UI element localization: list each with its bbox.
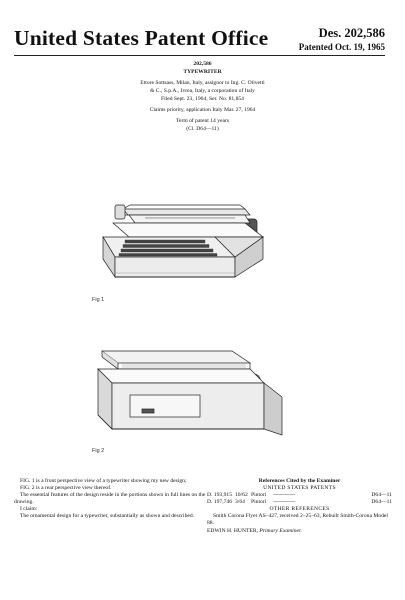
figure-2-drawing xyxy=(82,335,292,445)
examiner-line xyxy=(207,528,392,535)
reference-name: Pintori xyxy=(251,499,267,505)
references-column xyxy=(207,478,392,535)
reference-row xyxy=(207,492,392,499)
claim-text: The ornamental design for a typewriter, substantially as shown and described. xyxy=(20,513,195,519)
other-references-text: Smith Corona Flyer AS–427, received 2–25–63, Rebuilt Smith-Corona Model 88. xyxy=(207,513,388,526)
bibliographic-block xyxy=(40,60,365,133)
description-fig1: FIG. 1 is a front perspective view of a typewriter showing my new design; xyxy=(20,478,187,484)
description-features: The essential features of the design reside in the portions shown in full lines on the drawing. xyxy=(14,492,206,505)
inventor-line-2: & C., S.p.A., Ivrea, Italy, a corporation of Italy xyxy=(150,88,255,94)
description-fig2: FIG. 2 is a rear perspective view thereof. xyxy=(20,485,112,491)
reference-class: D64—11 xyxy=(371,492,392,498)
figure-1-label: Fig 1 xyxy=(92,297,105,303)
reference-name: Pintori xyxy=(251,492,267,498)
term-line: Term of patent 14 years xyxy=(175,118,230,124)
reference-class: D64—11 xyxy=(371,499,392,505)
figure-1-drawing xyxy=(85,185,285,295)
reference-date: 10/62 xyxy=(235,492,248,498)
other-references-heading: OTHER REFERENCES xyxy=(269,506,330,512)
reference-number: D. 193,915 xyxy=(207,492,233,498)
reference-row xyxy=(207,499,392,506)
patent-office-title: United States Patent Office xyxy=(14,26,269,50)
reference-date: 3/64 xyxy=(235,499,245,505)
description-column xyxy=(14,478,209,520)
reference-number: D. 197,746 xyxy=(207,499,233,505)
classification-line: (Cl. D64—11) xyxy=(186,126,219,132)
priority-line: Claims priority, application Italy Mar. 27, 1964 xyxy=(149,107,256,113)
references-heading: References Cited by the Examiner xyxy=(258,478,341,484)
claim-label: I claim: xyxy=(20,506,38,512)
patented-date: Patented Oct. 19, 1965 xyxy=(298,42,385,52)
figure-2-label: Fig 2 xyxy=(92,448,105,454)
reference-leader: ---------------- xyxy=(273,499,295,505)
examiner-name: EDWIN H. HUNTER, xyxy=(207,528,258,534)
design-number: Des. 202,586 xyxy=(318,26,385,40)
us-patents-heading: UNITED STATES PATENTS xyxy=(263,485,336,491)
reference-leader: ---------------- xyxy=(273,492,295,498)
patent-title: TYPEWRITER xyxy=(183,69,222,75)
header-rule xyxy=(14,55,385,56)
typewriter-rear-illustration xyxy=(82,335,292,445)
inventor-line-1: Ettore Sottsass, Milan, Italy, assignor to Ing. C. Olivetti xyxy=(140,80,265,86)
filed-line: Filed Sept. 23, 1964, Ser. No. 81,854 xyxy=(161,96,244,102)
examiner-title: Primary Examiner. xyxy=(259,528,302,534)
typewriter-front-illustration xyxy=(85,185,285,295)
patent-number: 202,586 xyxy=(193,61,212,67)
